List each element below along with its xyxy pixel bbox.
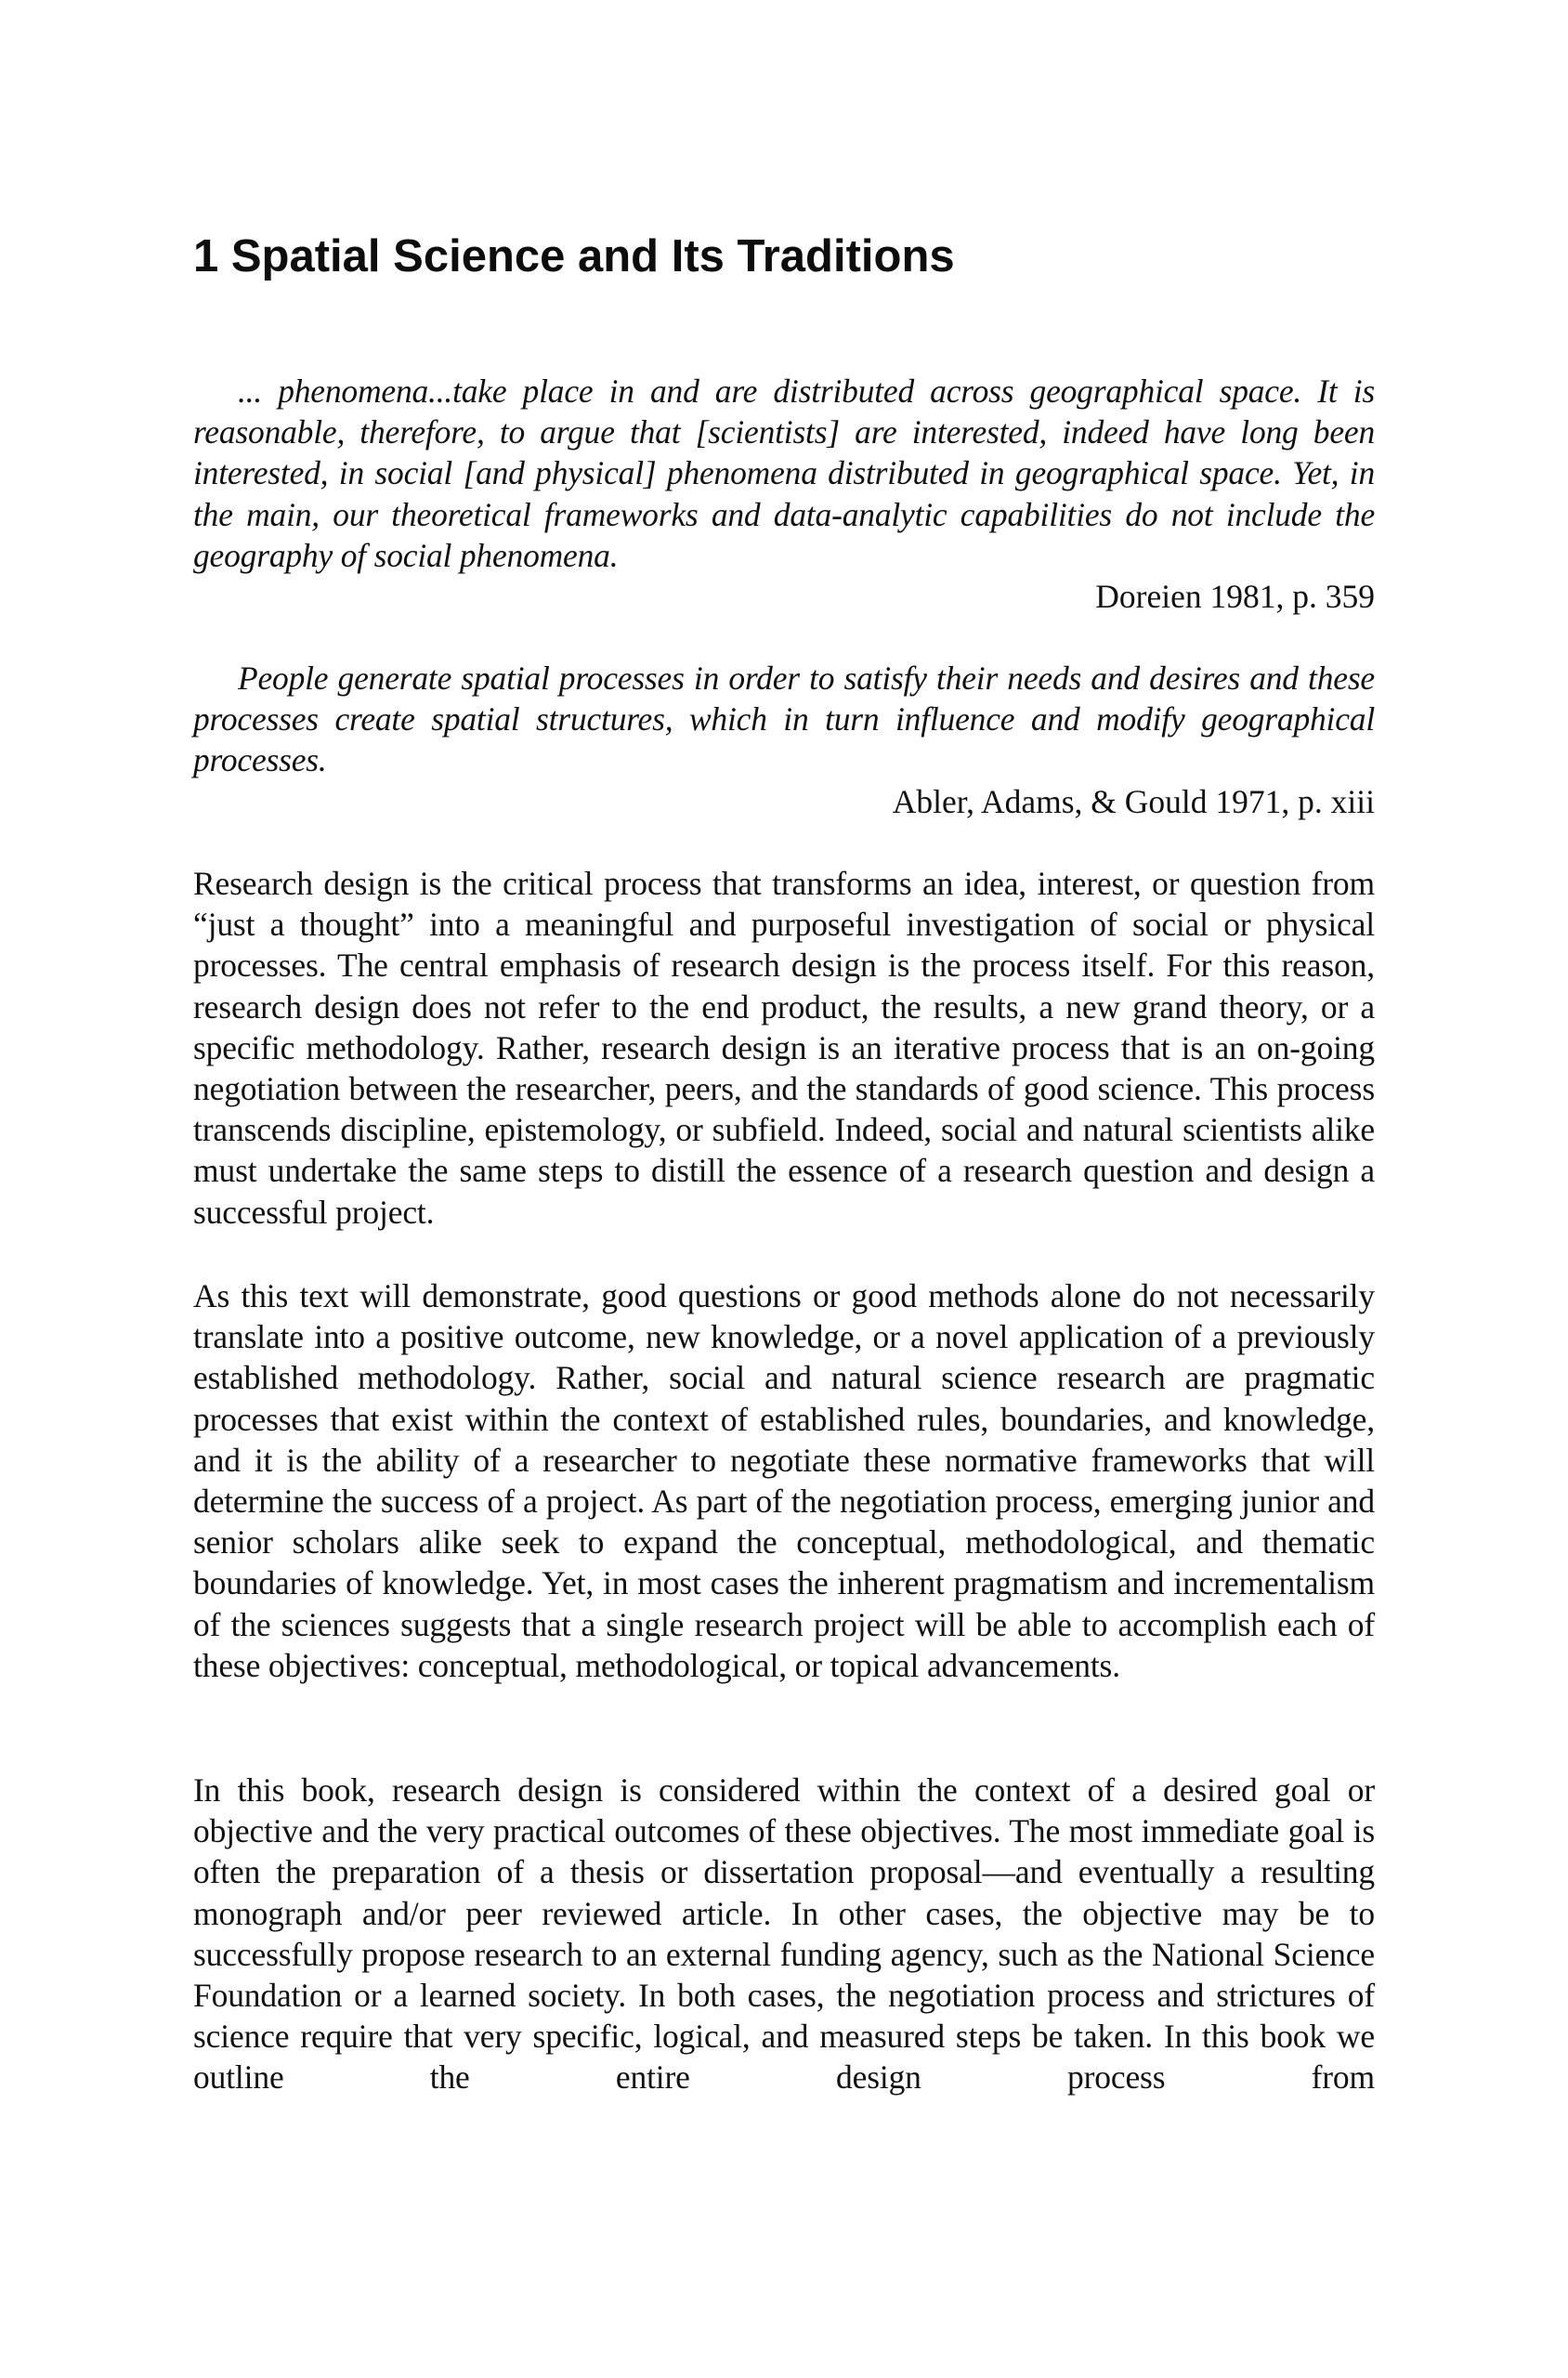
epigraph-quote: ... phenomena...take place in and are distributed across geographical space. It is reasonable, therefore, to argue that [scientists] are interested, indeed have long been interested, in social [and physical] phenomena distributed in geographical space. Yet, in the main, our theoretical frameworks and data-analytic capabilities do not include the geography of social phenomena. [193,372,1375,574]
body-paragraph: Research design is the critical process that transforms an idea, interest, or question from “just a thought” into a meaningful and purposeful investigation of social or physical processes. The central emphasis of research design is the process itself. For this reason, research design does not refer to the end product, the results, a new grand theory, or a specific methodology. Rather, research design is an iterative process that is an on-going negotiation between the researcher, peers, and the standards of good science. This process transcends discipline, epistemology, or subfield. Indeed, social and natural scientists alike must undertake the same steps to distill the essence of a research question and design a successful project. [193,865,1375,1231]
epigraph-abler [193,658,1375,822]
epigraph-citation: Doreien 1981, p. 359 [1095,578,1375,616]
epigraph-citation: Abler, Adams, & Gould 1971, p. xiii [892,782,1375,820]
body-paragraph: As this text will demonstrate, good questions or good methods alone do not necessarily translate into a positive outcome, new knowledge, or a novel application of a previously established methodology. Rather, social and natural science research are pragmatic processes that exist within the context of established rules, boundaries, and knowledge, and it is the ability of a researcher to negotiate these normative frameworks that will determine the success of a project. As part of the negotiation process, emerging junior and senior scholars alike seek to expand the conceptual, methodological, and thematic boundaries of knowledge. Yet, in most cases the inherent pragmatism and incrementalism of the sciences suggests that a single research project will be able to accomplish each of these objectives: conceptual, methodological, or topical advancements. [193,1277,1375,1684]
body-paragraph: In this book, research design is considered within the context of a desired goal or objective and the very practical outcomes of these objectives. The most immediate goal is often the preparation of a thesis or dissertation proposal—and eventually a resulting monograph and/or peer reviewed article. In other cases, the objective may be to successfully propose research to an external funding agency, such as the National Science Foundation or a learned society. In both cases, the negotiation process and strictures of science require that very specific, logical, and measured steps be taken. In this book we outline the entire design process from [193,1771,1375,2097]
epigraph-quote: People generate spatial processes in order to satisfy their needs and desires and these processes create spatial structures, which in turn influence and modify geographical processes. [193,660,1375,779]
epigraph-doreien [193,371,1375,617]
chapter-title: 1 Spatial Science and Its Traditions [193,231,955,281]
